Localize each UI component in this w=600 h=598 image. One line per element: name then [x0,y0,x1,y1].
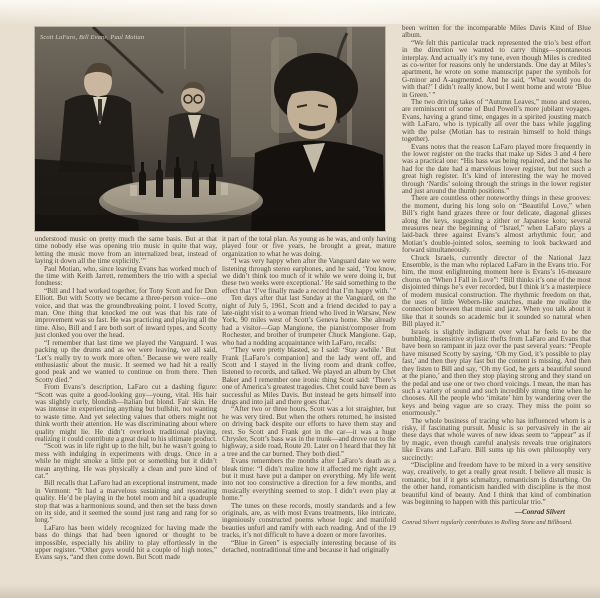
paragraph: The two driving takes of “Autumn Leaves,” mono and stereo, are reminiscent of some of Bud Powell’s more jubilant voyages. Evans, having a grand time, engages in a spirited jousting match with LaFaro, who is typically all over the bass while juggling with the pulse (Motian has to restrain himself to hold things together). [402,98,591,144]
paragraph: Paul Motian, who, since leaving Evans has worked much of the time with Keith Jarrett, remembers the trio with a special fondness: [35,264,217,288]
paragraph: From Evans’s description, LaFaro cut a dashing figure: “Scott was quite a good-looking guy—young, vital. His hair was slightly curly, blondish—Italian but blond. Fair skin. He was intense in experiencing anything but bullshit, not wanting to waste time. And yet selecting values that others might not think worth their attention. He was discriminating about where quality might lie. He didn’t overlook traditional playing, realizing it could contribute a great deal to his ultimate product. [35,383,217,443]
paragraph: “Bill and I had worked together, for Tony Scott and for Don Elliott. But with Scotty we became a three-person voice—one voice, and that was the groundbreaking point. I loved Scotty, man. One thing that knocked me out was that his rate of improvement was so fast. He was practicing and playing all the time. Also, Bill and I are both sort of inward types, and Scotty just clonked you over the head. [35,286,217,340]
paragraph: Chuck Israels, currently director of the National Jazz Ensemble, is the man who replaced LaFaro in the Evans trio. For him, the most enlightening moment here is Evans’s 16-measure chorus on “When I Fall in Love”: “Bill thinks it’s one of the most disjointed things he’s ever recorded, but I think it’s a masterpiece of modern musical construction. The rhythmic freedom on that, the uses of little Webern-like snatches, made me realize the connection between that music and jazz. When you talk about it like that it sounds so academic but it sounded so natural when Bill played it.” [402,253,591,329]
author-signature: —Conrad Silvert [514,508,565,517]
paragraph: Bill recalls that LaFaro had an exceptional instrument, made in Vermont: “It had a marvelous sustaining and resonating quality. He’d be playing in the hotel room and hit a quadruple stop that was a harmonious sound, and then set the bass down on its side, and it seemed the sound just rang and rang for so long.” [35,479,217,525]
paragraph: The whole business of tracing who has influenced whom is a risky, if fascinating pursuit. Music is so pervasively in the air these days that whole waves of new ideas seem to “appear” as if by magic, even though careful analysis reveals true originators like Evans and LaFaro. Bill sums up his own philosophy very succinctly: [402,416,591,462]
paragraph: “I remember that last time we played the Vanguard. I was packing up the drums and as we were leaving, we all said, ‘Let’s really try to work more often.’ Because we were really enthusiastic about the music. It seemed we had hit a really good peak and we wanted to continue on from there. Then Scotty died.” [35,338,217,384]
column-right [402,25,591,526]
paragraph: Ten days after that last Sunday at the Vanguard, on the night of July 5, 1961, Scott and a friend decided to pay a late-night visit to a woman friend who lived in Warsaw, New York, 90 miles west of Scott’s Geneva home. She already had a visitor—Gap Mangione, the pianist/composer from Rochester, and brother of trumpeter Chuck Mangione. Gap, who had a nodding acquaintance with LaFaro, recalls: [222,294,396,347]
paragraph: it part of the total plan. As young as he was, and only having played four or five years, he brought a great, mature organization to what he was doing. [222,235,396,258]
column-left [35,236,217,562]
paragraph: Evans remembers the months after LaFaro’s death as a bleak time: “I didn’t realize how it affected me right away, but it must have put a damper on everything. My life went into not too constructive a direction for a few months, and musically everything seemed to stop. I didn’t even play at home.” [222,457,396,503]
paragraph: “We felt this particular track represented the trio’s best effort in the direction we wanted to carry things—spontaneous interplay. And actually it’s my tune, even though Miles is credited as co-writer for reasons only he understands. One day at Miles’s apartment, he wrote on some manuscript paper the symbols for G-minor and A-augmented. And he said, ‘What would you do with that?’ I didn’t really know, but I went home and wrote ‘Blue in Green.’ ” [402,38,591,99]
paragraph: There are countless other noteworthy things in these grooves: the moment, during his long solo on “Beautiful Love,” when Bill’s right hand grazes three or four delicate, diagonal glisses along the keys, suggesting a zither or Japanese koto; several measures near the beginning of “Israel,” when LaFaro plays a laid-back three against Evans’s almost arhythmic four; and Motian’s double-jointed solos, seeming to look backward and forward simultaneously. [402,194,591,255]
paragraph: Evans notes that the reason LaFaro played more frequently in the lower register on the tracks that make up Sides 3 and 4 here was a practical one: “His bass was being repaired, and the bass he had for the date had a marvelous lower register, but not such a great high register. It’s kind of interesting the way he moved through ‘Nardis’ soloing through the strings in the lower register and just around the thumb positions.” [402,142,591,195]
paragraph: “Blue in Green” is especially interesting because of its detached, nontraditional time and because it had originally [222,538,396,555]
paragraph: “After two or three hours, Scott was a lot straighter, but he was very tired. But when the others returned, he insisted on driving back despite our efforts to have them stay and rest. So Scott and Frank got in the car—it was a huge Chrysler, Scott’s bass was in the trunk—and drove out to the highway, a side road, Route 20. Later on I heard that they hit a tree and the car burned. They both died.” [222,405,396,458]
author-footnote: Conrad Silvert regularly contributes to Rolling Stone and Billboard. [402,519,573,527]
paragraph: LaFaro has been widely recognized for having made the bass do things that had been ignored or thought to be impossible, especially his ability to play effortlessly in the upper register. “Other guys would hit a couple of high notes,” Evans says, “and then come down. But Scott made [35,523,217,562]
column-right-text [402,25,591,506]
paragraph: “Discipline and freedom have to be mixed in a very sensitive way, creatively, to get a really great result. I believe all music is romantic, but if it gets schmaltzy, romanticism is disturbing. On the other hand, romanticism handled with discipline is the most beautiful kind of beauty. And I think that kind of combination was beginning to happen with this particular trio.” [402,460,591,506]
photo-caption: Scott LaFaro, Bill Evans, Paul Motian [40,34,145,41]
paragraph: “Scott was in life right up to the hilt, but he wasn’t going to mess with indulging in experiments with drugs. Once in a while he might smoke a little pot or something but it didn’t mean anything. He was physically a clean and pure kind of cat.” [35,442,217,480]
trio-photo-image [35,27,385,231]
scan-bottom-shadow [0,584,600,598]
scan-top-highlight [0,0,600,24]
trio-photo [35,27,385,231]
paragraph: “I was very happy when after the Vanguard date we were listening through stereo earphones, and he said, ‘You know, we didn’t think too much of it while we were doing it, but these two weeks were exceptional.’ He said something to the effect that ‘I’ve finally made a record that I’m happy with.’ ” [222,257,396,295]
paragraph: understood music on pretty much the same basis. But at that time nobody else was opening trio music in quite that way, letting the music move from an internalized beat, instead of laying it down all the time explicitly.’” [35,235,217,266]
paragraph: been written for the incomparable Miles Davis Kind of Blue album. [402,24,591,40]
paragraph: Israels is slightly indignant over what he feels to be the bumbling, insensitive stylistic thefts from LaFaro and Evans that have been so rampant in jazz over the past several years: “People have misused Scotty by saying, ‘Oh my God, it’s possible to play fast,’ and then they play fast but the content is missing. And then they listen to Bill and say, ‘Oh my God, he gets a beautiful sound at the piano,’ and then they stop playing strong and they stand on the pedal and use one or two chord voicings. I mean, the man has such a variety of sound and such incredibly strong time when he chooses. All the people who ‘imitate’ him by wandering over the keys and being vague are so crazy. They miss the point so enormously.” [402,327,591,418]
paragraph: The tunes on these records, mostly standards and a few originals, are, as with most Evans treatments, like intricate, ingeniously constructed poems whose logic and manifold beauties unfurl and ramify with each reading. And of the 19 tracks, it’s not difficult to have a dozen or more favorites. [222,501,396,540]
column-middle [222,236,396,554]
paragraph: “They were pretty blasted, so I said: ‘Stay awhile.’ But Frank [LaFaro’s companion] and the lady went off, and Scott and I stayed in the living room and drank coffee, listened to records, and talked. We played an album by Chet Baker and I remember one ironic thing Scott said: ‘There’s one of America’s greatest tragedies. Chet could have been as successful as Miles Davis. But instead he gets himself into drugs and into jail and there goes that.’ [222,346,396,406]
